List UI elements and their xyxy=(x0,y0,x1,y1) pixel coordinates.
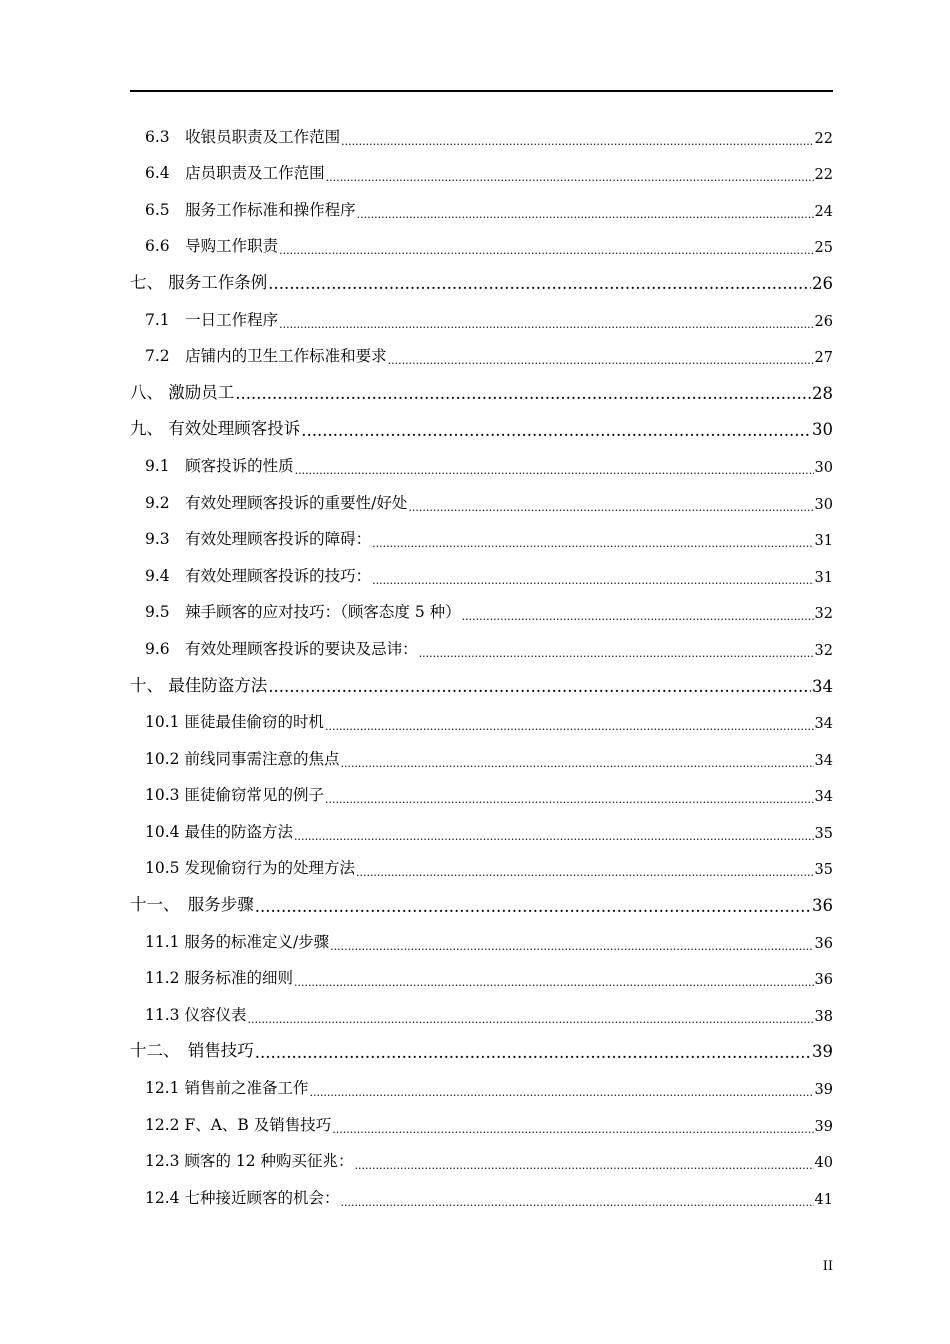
toc-entry-page-number: 34 xyxy=(814,789,833,806)
toc-dot-leader xyxy=(279,245,813,256)
toc-entry-page-number: 41 xyxy=(814,1191,833,1208)
toc-entry-title: 10.4 最佳的防盗方法 xyxy=(145,822,293,841)
toc-entry-title: 12.2 F、A、B 及销售技巧 xyxy=(145,1115,332,1134)
toc-entry-title: 9.3 有效处理顾客投诉的障碍： xyxy=(145,530,372,549)
toc-entry[interactable] xyxy=(130,299,833,336)
toc-entry-title: 6.5 服务工作标准和操作程序 xyxy=(145,200,356,219)
toc-entry[interactable] xyxy=(130,738,833,775)
toc-dot-leader xyxy=(326,172,814,183)
toc-entry[interactable] xyxy=(130,921,833,958)
toc-entry-title: 9.2 有效处理顾客投诉的重要性/好处 xyxy=(145,493,408,512)
toc-dot-leader xyxy=(356,867,814,878)
toc-entry-title: 七、 服务工作条例 xyxy=(130,272,268,292)
toc-entry[interactable] xyxy=(130,884,833,921)
toc-entry-title: 10.5 发现偷窃行为的处理方法 xyxy=(145,859,355,878)
toc-entry-title: 6.4 店员职责及工作范围 xyxy=(145,164,325,183)
toc-entry-page-number: 36 xyxy=(814,972,833,989)
toc-entry-page-number: 22 xyxy=(814,130,833,147)
toc-entry-title: 6.6 导购工作职责 xyxy=(145,237,279,256)
toc-entry-title: 12.3 顾客的 12 种购买征兆： xyxy=(145,1152,354,1171)
toc-dot-leader xyxy=(340,1197,813,1208)
toc-entry-page-number: 28 xyxy=(812,383,833,403)
toc-entry-title: 十、 最佳防盗方法 xyxy=(130,675,268,695)
toc-entry[interactable] xyxy=(130,994,833,1031)
toc-dot-leader xyxy=(325,794,814,805)
table-of-contents xyxy=(130,116,833,1214)
toc-entry-page-number: 32 xyxy=(814,642,833,659)
toc-entry[interactable] xyxy=(130,226,833,263)
toc-entry[interactable] xyxy=(130,1104,833,1141)
toc-entry-title: 九、 有效处理顾客投诉 xyxy=(130,419,301,439)
toc-dot-leader xyxy=(295,465,814,476)
toc-entry-page-number: 26 xyxy=(814,313,833,330)
toc-dot-leader xyxy=(332,1124,813,1135)
toc-dot-leader xyxy=(268,679,811,696)
toc-entry-page-number: 40 xyxy=(814,1155,833,1172)
toc-entry-page-number: 39 xyxy=(812,1042,833,1062)
toc-entry-page-number: 26 xyxy=(812,273,833,293)
toc-entry-title: 11.2 服务标准的细则 xyxy=(145,969,293,988)
toc-dot-leader xyxy=(309,1087,813,1098)
toc-entry-title: 7.1 一日工作程序 xyxy=(145,310,279,329)
toc-dot-leader xyxy=(372,575,813,586)
toc-dot-leader xyxy=(419,648,814,659)
toc-entry[interactable] xyxy=(130,555,833,592)
toc-entry[interactable] xyxy=(130,519,833,556)
toc-entry-page-number: 35 xyxy=(814,862,833,879)
toc-entry-title: 10.3 匪徒偷窃常见的例子 xyxy=(145,786,324,805)
toc-entry[interactable] xyxy=(130,409,833,446)
toc-entry-page-number: 35 xyxy=(814,825,833,842)
toc-entry-page-number: 30 xyxy=(812,420,833,440)
toc-entry[interactable] xyxy=(130,336,833,373)
toc-dot-leader xyxy=(247,1014,813,1025)
toc-dot-leader xyxy=(235,386,811,403)
toc-dot-leader xyxy=(372,538,813,549)
toc-entry[interactable] xyxy=(130,1177,833,1214)
toc-entry[interactable] xyxy=(130,811,833,848)
toc-dot-leader xyxy=(340,758,813,769)
toc-dot-leader xyxy=(268,276,811,293)
toc-entry-title: 10.1 匪徒最佳偷窃的时机 xyxy=(145,713,324,732)
toc-dot-leader xyxy=(341,136,813,147)
toc-entry-title: 12.4 七种接近顾客的机会： xyxy=(145,1188,340,1207)
toc-entry-title: 11.3 仪容仪表 xyxy=(145,1005,247,1024)
toc-entry-title: 八、 激励员工 xyxy=(130,382,235,402)
toc-entry-page-number: 34 xyxy=(812,676,833,696)
toc-entry-page-number: 30 xyxy=(814,496,833,513)
toc-entry-page-number: 31 xyxy=(814,533,833,550)
toc-entry[interactable] xyxy=(130,482,833,519)
toc-dot-leader xyxy=(294,831,814,842)
toc-entry[interactable] xyxy=(130,153,833,190)
toc-entry[interactable] xyxy=(130,372,833,409)
toc-entry-page-number: 39 xyxy=(814,1082,833,1099)
toc-entry[interactable] xyxy=(130,116,833,153)
toc-entry[interactable] xyxy=(130,702,833,739)
toc-entry-page-number: 25 xyxy=(814,240,833,257)
toc-entry-page-number: 36 xyxy=(812,896,833,916)
toc-dot-leader xyxy=(388,355,814,366)
toc-entry[interactable] xyxy=(130,262,833,299)
toc-entry-title: 6.3 收银员职责及工作范围 xyxy=(145,127,341,146)
toc-entry-title: 9.5 辣手顾客的应对技巧：（顾客态度 5 种） xyxy=(145,603,461,622)
toc-entry-page-number: 22 xyxy=(814,167,833,184)
toc-entry-page-number: 38 xyxy=(814,1008,833,1025)
toc-entry-title: 12.1 销售前之准备工作 xyxy=(145,1079,309,1098)
toc-entry-page-number: 27 xyxy=(814,350,833,367)
toc-entry[interactable] xyxy=(130,592,833,629)
toc-entry-title: 11.1 服务的标准定义/步骤 xyxy=(145,932,330,951)
toc-entry[interactable] xyxy=(130,958,833,995)
toc-entry-page-number: 31 xyxy=(814,569,833,586)
toc-dot-leader xyxy=(357,209,814,220)
toc-dot-leader xyxy=(462,611,814,622)
toc-dot-leader xyxy=(330,941,813,952)
header-rule xyxy=(130,90,833,92)
toc-entry[interactable] xyxy=(130,775,833,812)
toc-entry-title: 十二、 销售技巧 xyxy=(130,1041,254,1061)
toc-entry[interactable] xyxy=(130,1141,833,1178)
toc-dot-leader xyxy=(255,1045,811,1062)
toc-entry-page-number: 34 xyxy=(814,716,833,733)
toc-entry[interactable] xyxy=(130,445,833,482)
toc-dot-leader xyxy=(279,319,813,330)
toc-entry[interactable] xyxy=(130,189,833,226)
toc-dot-leader xyxy=(301,423,811,440)
toc-entry[interactable] xyxy=(130,665,833,702)
toc-entry-title: 9.6 有效处理顾客投诉的要诀及忌讳： xyxy=(145,639,418,658)
toc-entry-title: 9.1 顾客投诉的性质 xyxy=(145,456,294,475)
toc-entry[interactable] xyxy=(130,848,833,885)
toc-entry[interactable] xyxy=(130,1067,833,1104)
footer-page-number: II xyxy=(822,1259,833,1274)
toc-entry-page-number: 34 xyxy=(814,752,833,769)
toc-dot-leader xyxy=(294,977,814,988)
toc-entry-page-number: 32 xyxy=(814,606,833,623)
toc-dot-leader xyxy=(255,899,811,916)
toc-entry[interactable] xyxy=(130,1031,833,1068)
toc-entry-page-number: 36 xyxy=(814,935,833,952)
toc-entry-title: 9.4 有效处理顾客投诉的技巧： xyxy=(145,566,372,585)
toc-entry-page-number: 39 xyxy=(814,1118,833,1135)
toc-entry[interactable] xyxy=(130,628,833,665)
toc-entry-page-number: 24 xyxy=(814,203,833,220)
toc-entry-page-number: 30 xyxy=(814,459,833,476)
toc-dot-leader xyxy=(408,502,813,513)
toc-entry-title: 7.2 店铺内的卫生工作标准和要求 xyxy=(145,347,387,366)
toc-entry-title: 10.2 前线同事需注意的焦点 xyxy=(145,749,340,768)
toc-dot-leader xyxy=(325,721,814,732)
toc-entry-title: 十一、 服务步骤 xyxy=(130,895,254,915)
toc-dot-leader xyxy=(355,1160,814,1171)
